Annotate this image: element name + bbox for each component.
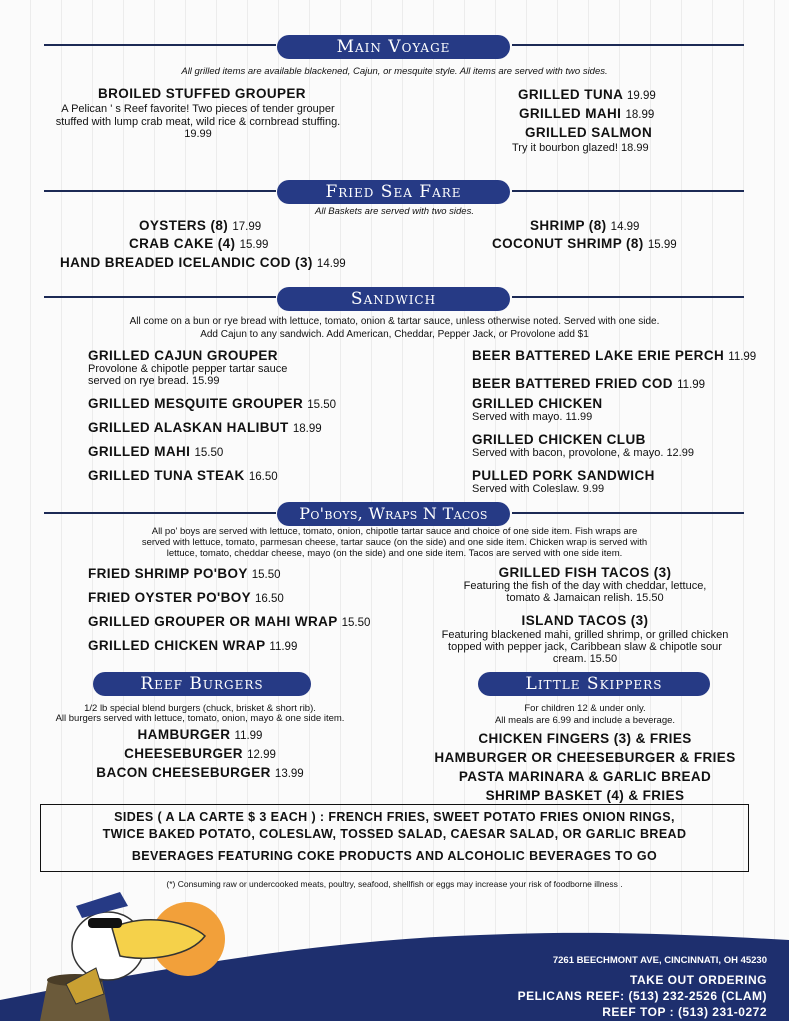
main-voyage-banner: Main Voyage xyxy=(277,35,510,59)
fish-tacos-description-2: tomato & Jamaican relish. 15.50 xyxy=(506,592,664,604)
item-fried-shrimp-poboy: FRIED SHRIMP PO'BOY 15.50 xyxy=(88,566,281,581)
little-skippers-banner: Little Skippers xyxy=(478,672,710,696)
item-grilled-chicken: GRILLED CHICKEN xyxy=(472,396,603,411)
item-shrimp-basket: SHRIMP BASKET (4) & FRIES xyxy=(485,788,685,803)
item-pulled-pork: PULLED PORK SANDWICH xyxy=(472,468,655,483)
item-kids-burger: HAMBURGER OR CHEESEBURGER & FRIES xyxy=(434,750,736,765)
item-fried-cod: BEER BATTERED FRIED COD 11.99 xyxy=(472,376,706,391)
item-bacon-cheeseburger: BACON CHEESEBURGER 13.99 xyxy=(96,765,304,780)
item-hamburger: HAMBURGER 11.99 xyxy=(137,727,263,742)
item-shrimp: SHRIMP (8) 14.99 xyxy=(530,218,640,233)
skippers-note-1: For children 12 & under only. xyxy=(524,703,646,714)
fried-sea-fare-banner: Fried Sea Fare xyxy=(277,180,510,204)
sides-line-1: SIDES ( A LA CARTE $ 3 EACH ) : FRENCH FRIES, SWEET POTATO FRIES ONION RINGS, xyxy=(114,810,675,824)
footer-takeout: TAKE OUT ORDERING xyxy=(630,973,767,987)
item-grilled-cajun-grouper: GRILLED CAJUN GROUPER xyxy=(88,348,278,363)
burgers-note-1: 1/2 lb special blend burgers (chuck, brisket & short rib). xyxy=(84,703,316,714)
item-grilled-salmon: GRILLED SALMON xyxy=(525,125,653,140)
item-grilled-mahi: GRILLED MAHI 18.99 xyxy=(519,106,655,121)
sides-line-2: TWICE BAKED POTATO, COLESLAW, TOSSED SALAD, CAESAR SALAD, OR GARLIC BREAD xyxy=(102,827,687,841)
salmon-description: Try it bourbon glazed! 18.99 xyxy=(512,142,649,154)
island-description-1: Featuring blackened mahi, grilled shrimp, or grilled chicken xyxy=(441,629,729,641)
section-rule-right xyxy=(512,44,744,46)
reef-burgers-banner: Reef Burgers xyxy=(93,672,311,696)
foodborne-disclaimer: (*) Consuming raw or undercooked meats, poultry, seafood, shellfish or eggs may increase your risk of foodborne illness . xyxy=(166,879,623,889)
item-pasta-marinara: PASTA MARINARA & GARLIC BREAD xyxy=(458,769,712,784)
section-rule-right xyxy=(512,296,744,298)
item-grilled-chicken-wrap: GRILLED CHICKEN WRAP 11.99 xyxy=(88,638,298,653)
item-grilled-fish-tacos: GRILLED FISH TACOS (3) xyxy=(498,565,672,580)
grouper-description: A Pelican ' s Reef favorite! Two pieces of tender grouper stuffed with lump crab meat, wild rice & cornbread stuffing. 19.99 xyxy=(55,103,341,140)
section-rule-left xyxy=(44,512,276,514)
item-broiled-stuffed-grouper: BROILED STUFFED GROUPER xyxy=(98,86,306,101)
item-island-tacos: ISLAND TACOS (3) xyxy=(521,613,649,628)
section-rule-left xyxy=(44,44,276,46)
poboys-note-1: All po' boys are served with lettuce, tomato, onion, chipotle tartar sauce and choice of one side item. Fish wraps are xyxy=(151,526,638,537)
item-grilled-mahi: GRILLED MAHI 15.50 xyxy=(88,444,224,459)
pork-description: Served with Coleslaw. 9.99 xyxy=(472,483,605,495)
item-coconut-shrimp: COCONUT SHRIMP (8) 15.99 xyxy=(492,236,677,251)
island-description-2: topped with pepper jack, Caribbean slaw & chipotle sour xyxy=(448,641,722,653)
item-grilled-tuna: GRILLED TUNA 19.99 xyxy=(518,87,656,102)
skippers-note-2: All meals are 6.99 and include a beverage. xyxy=(494,715,676,726)
poboys-note-3: lettuce, tomato, cheddar cheese, mayo (on the side) and one side item. Tacos are served with one side item. xyxy=(166,548,623,559)
sides-box xyxy=(40,804,749,872)
footer-reef-top-phone: REEF TOP : (513) 231-0272 xyxy=(602,1005,767,1019)
item-grouper-mahi-wrap: GRILLED GROUPER OR MAHI WRAP 15.50 xyxy=(88,614,371,629)
item-grilled-tuna-steak: GRILLED TUNA STEAK 16.50 xyxy=(88,468,278,483)
footer-reef-phone: PELICANS REEF: (513) 232-2526 (CLAM) xyxy=(517,989,767,1003)
footer-address: 7261 BEECHMONT AVE, CINCINNATI, OH 45230 xyxy=(552,955,767,966)
section-rule-right xyxy=(512,512,744,514)
item-lake-erie-perch: BEER BATTERED LAKE ERIE PERCH 11.99 xyxy=(472,348,757,363)
club-description: Served with bacon, provolone, & mayo. 12.99 xyxy=(472,447,694,459)
chicken-description: Served with mayo. 11.99 xyxy=(472,411,593,423)
item-oysters: OYSTERS (8) 17.99 xyxy=(139,218,262,233)
fish-tacos-description-1: Featuring the fish of the day with cheddar, lettuce, xyxy=(463,580,707,592)
fried-note: All Baskets are served with two sides. xyxy=(315,206,474,217)
beverages-line: BEVERAGES FEATURING COKE PRODUCTS AND ALCOHOLIC BEVERAGES TO GO xyxy=(131,849,658,863)
main-voyage-note: All grilled items are available blackened, Cajun, or mesquite style. All items are served with two sides. xyxy=(181,66,608,77)
sandwich-note-2: Add Cajun to any sandwich. Add American, Cheddar, Pepper Jack, or Provolone add $1 xyxy=(200,329,589,340)
item-cheeseburger: CHEESEBURGER 12.99 xyxy=(124,746,276,761)
item-grilled-chicken-club: GRILLED CHICKEN CLUB xyxy=(472,432,646,447)
section-rule-left xyxy=(44,296,276,298)
pelican-sunglasses xyxy=(88,918,122,928)
burgers-note-2: All burgers served with lettuce, tomato, onion, mayo & one side item. xyxy=(55,713,345,724)
cajun-description-2: served on rye bread. 15.99 xyxy=(88,375,220,387)
island-description-3: cream. 15.50 xyxy=(552,653,618,665)
item-chicken-fingers: CHICKEN FINGERS (3) & FRIES xyxy=(478,731,692,746)
poboys-banner: Po'boys, Wraps N Tacos xyxy=(277,502,510,526)
sandwich-note-1: All come on a bun or rye bread with lettuce, tomato, onion & tartar sauce, unless otherwise noted. Served with one side. xyxy=(129,316,660,327)
poboys-note-2: served with lettuce, tomato, parmesan cheese, tartar sauce (on the side) and one side item. Chicken wrap is served with xyxy=(141,537,648,548)
item-grilled-mesquite-grouper: GRILLED MESQUITE GROUPER 15.50 xyxy=(88,396,337,411)
item-crab-cake: CRAB CAKE (4) 15.99 xyxy=(129,236,269,251)
section-rule-right xyxy=(512,190,744,192)
item-fried-oyster-poboy: FRIED OYSTER PO'BOY 16.50 xyxy=(88,590,284,605)
item-icelandic-cod: HAND BREADED ICELANDIC COD (3) 14.99 xyxy=(60,255,346,270)
section-rule-left xyxy=(44,190,276,192)
cajun-description-1: Provolone & chipotle pepper tartar sauce xyxy=(88,363,288,375)
pelican-mascot xyxy=(20,884,225,1021)
item-grilled-alaskan-halibut: GRILLED ALASKAN HALIBUT 18.99 xyxy=(88,420,322,435)
sandwich-banner: Sandwich xyxy=(277,287,510,311)
